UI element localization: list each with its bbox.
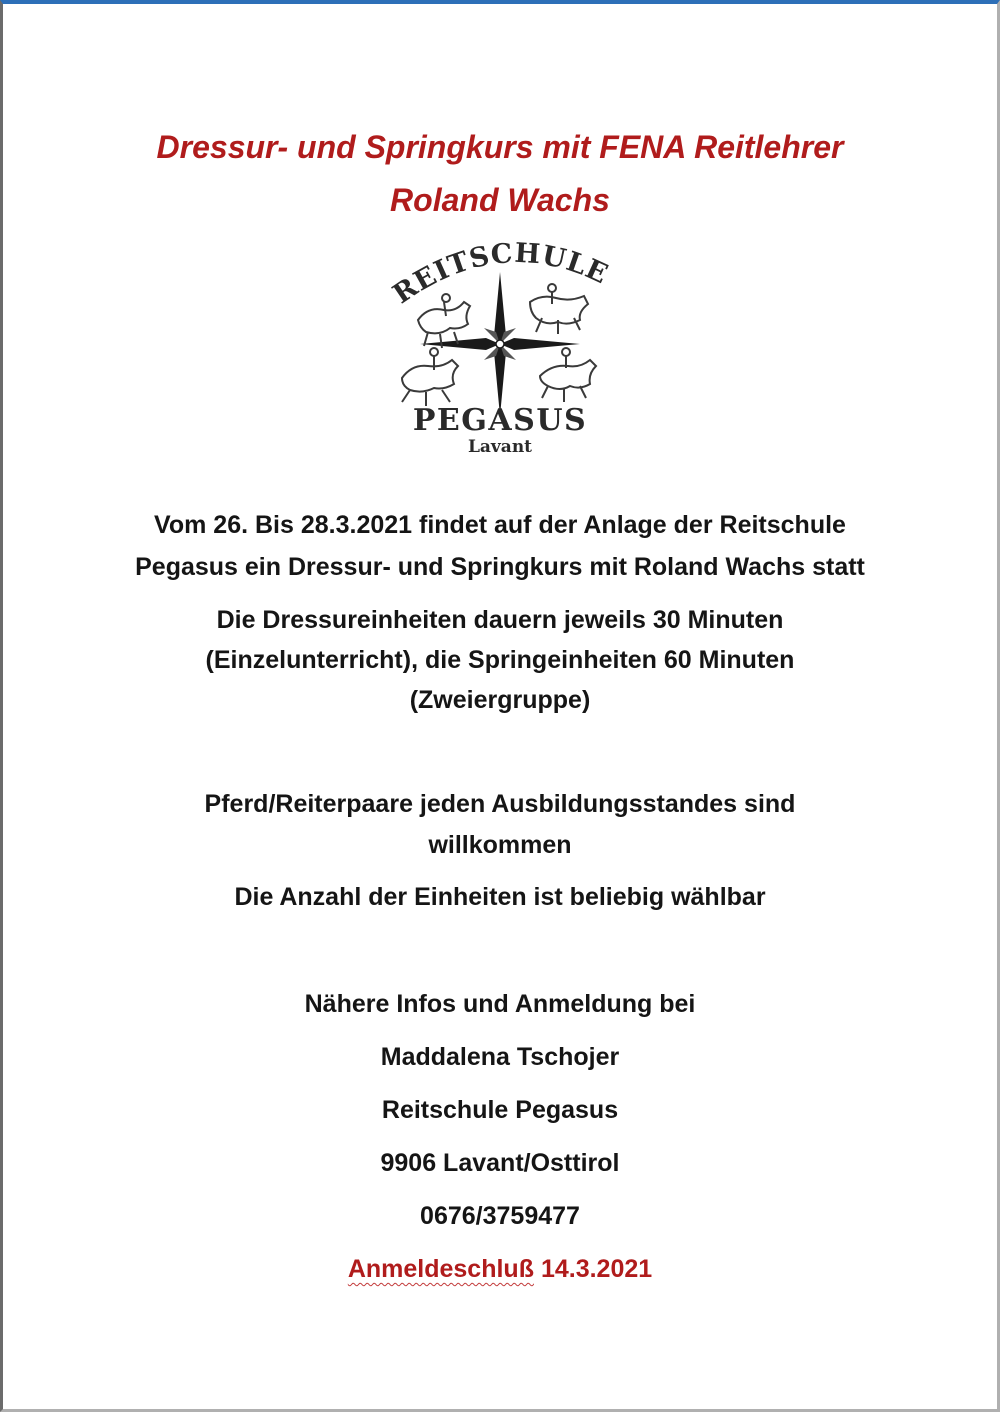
deadline-date: 14.3.2021 <box>540 1255 653 1283</box>
registration-deadline <box>0 1249 1000 1289</box>
contact-phone: 0676/3759477 <box>420 1202 580 1230</box>
contact-organisation: Reitschule Pegasus <box>381 1096 619 1124</box>
title-line-1: Dressur- und Springkurs mit FENA Reitlehrer <box>156 129 844 165</box>
intro-line-1: Vom 26. Bis 28.3.2021 findet auf der Anlage der Reitschule <box>154 511 846 539</box>
deadline-label: Anmeldeschluß <box>347 1255 534 1283</box>
units-line-3: (Zweiergruppe) <box>409 686 591 714</box>
horse-sketch-top-right-icon <box>530 284 588 334</box>
contact-address: 9906 Lavant/Osttirol <box>380 1149 620 1177</box>
horse-sketch-top-left-icon <box>418 294 470 348</box>
units-choice-line: Die Anzahl der Einheiten ist beliebig wählbar <box>234 883 766 911</box>
title-line-2: Roland Wachs <box>390 182 610 218</box>
horse-sketch-bottom-left-icon <box>402 348 458 406</box>
logo-place-text: Lavant <box>467 437 533 457</box>
horse-sketch-bottom-right-icon <box>540 348 596 402</box>
units-line-1: Die Dressureinheiten dauern jeweils 30 Minuten <box>216 606 784 634</box>
logo-arc-text: REITSCHULE <box>387 240 614 311</box>
logo-name-text: PEGASUS <box>412 403 588 438</box>
contact-heading: Nähere Infos und Anmeldung bei <box>304 990 696 1018</box>
reitschule-pegasus-logo <box>380 240 620 460</box>
welcome-line-2: willkommen <box>428 831 572 859</box>
units-line-2: (Einzelunterricht), die Springeinheiten 60 Minuten <box>205 646 795 674</box>
contact-name: Maddalena Tschojer <box>380 1043 620 1071</box>
welcome-line-1: Pferd/Reiterpaare jeden Ausbildungsstandes sind <box>204 790 796 818</box>
intro-line-2: Pegasus ein Dressur- und Springkurs mit Roland Wachs statt <box>135 553 865 581</box>
